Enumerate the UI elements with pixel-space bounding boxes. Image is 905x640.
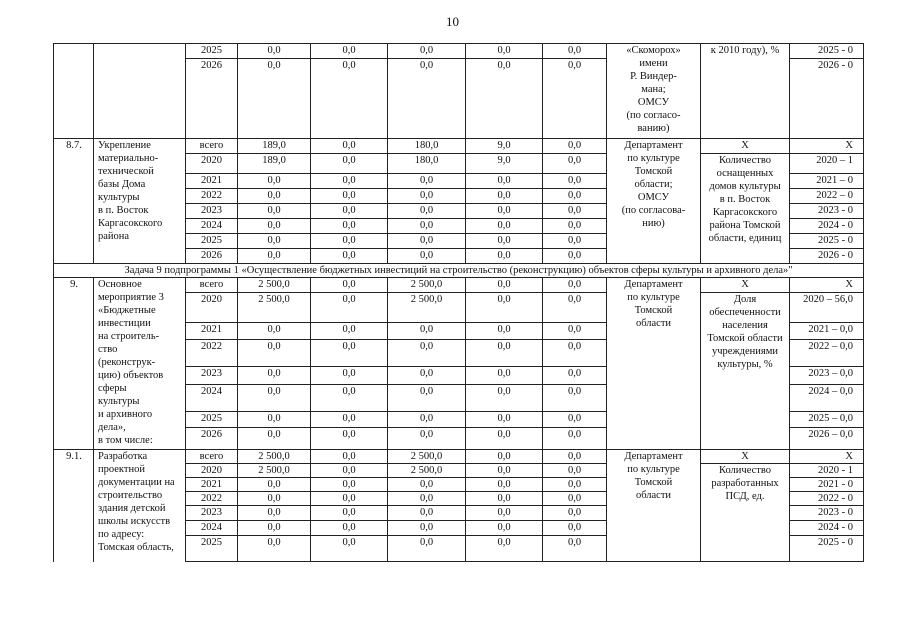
- block87-row-8-value-5: 0,0: [543, 249, 607, 264]
- block9-row-2-year: 2020: [186, 293, 238, 323]
- block91-row-3-value-1: 0,0: [238, 478, 311, 492]
- cont-row-2-value-1: 0,0: [238, 59, 311, 139]
- block9-row-3-indicator: 2021 – 0,0: [790, 323, 864, 340]
- block91-row-7-value-2: 0,0: [311, 536, 388, 562]
- block9-row-6-value-1: 0,0: [238, 385, 311, 412]
- block87-row-5-value-4: 0,0: [466, 204, 543, 219]
- block9-row-5-value-3: 0,0: [388, 367, 466, 385]
- block87-row-3-value-5: 0,0: [543, 174, 607, 189]
- block91-row-4-value-2: 0,0: [311, 492, 388, 506]
- block91-row-1-indicator: X: [790, 450, 864, 464]
- block9-row-6-value-3: 0,0: [388, 385, 466, 412]
- block91-row-1-value-4: 0,0: [466, 450, 543, 464]
- cont-row-1-value-3: 0,0: [388, 44, 466, 59]
- block91-row-2-value-3: 2 500,0: [388, 464, 466, 478]
- block91-row-4-value-3: 0,0: [388, 492, 466, 506]
- cont-row-2-year: 2026: [186, 59, 238, 139]
- block87-row-8-value-1: 0,0: [238, 249, 311, 264]
- block9-row-8-value-4: 0,0: [466, 428, 543, 450]
- block87-row-2-year: 2020: [186, 154, 238, 174]
- cont-row-2-value-2: 0,0: [311, 59, 388, 139]
- block87-row-6-year: 2024: [186, 219, 238, 234]
- cont-name: [94, 44, 186, 139]
- table-row: [54, 450, 864, 464]
- block9-row-7-value-5: 0,0: [543, 412, 607, 428]
- block9-name: Основное мероприятие 3 «Бюджетные инвестиции на строитель- ство (реконструк- цию) объектов сферы культуры и архивного дела», в том числе:: [94, 278, 186, 450]
- block87-row-1-value-3: 180,0: [388, 139, 466, 154]
- block91-row-5-value-2: 0,0: [311, 506, 388, 521]
- block9-row-5-year: 2023: [186, 367, 238, 385]
- block9-executor: Департамент по культуре Томской области: [607, 278, 701, 450]
- block91-row-1-value-1: 2 500,0: [238, 450, 311, 464]
- block87-row-8-value-2: 0,0: [311, 249, 388, 264]
- block91-row-5-year: 2023: [186, 506, 238, 521]
- cont-indicator-name: к 2010 году), %: [701, 44, 790, 139]
- block9-row-7-value-3: 0,0: [388, 412, 466, 428]
- block91-row-2-year: 2020: [186, 464, 238, 478]
- block9-row-6-value-5: 0,0: [543, 385, 607, 412]
- block91-row-7-year: 2025: [186, 536, 238, 562]
- block87-row-5-year: 2023: [186, 204, 238, 219]
- block91-row-5-value-3: 0,0: [388, 506, 466, 521]
- block87-row-6-value-3: 0,0: [388, 219, 466, 234]
- block91-row-2-value-2: 0,0: [311, 464, 388, 478]
- block91-row-3-value-2: 0,0: [311, 478, 388, 492]
- block87-row-3-value-3: 0,0: [388, 174, 466, 189]
- block91-row-1-year: всего: [186, 450, 238, 464]
- task-row: [54, 264, 864, 278]
- block87-row-3-value-2: 0,0: [311, 174, 388, 189]
- block87-row-7-value-1: 0,0: [238, 234, 311, 249]
- block91-row-6-value-1: 0,0: [238, 521, 311, 536]
- block91-name: Разработка проектной документации на строительство здания детской школы искусств по адресу: Томская область,: [94, 450, 186, 562]
- block9-row-2-value-4: 0,0: [466, 293, 543, 323]
- block87-row-1-indicator: X: [790, 139, 864, 154]
- block87-row-1-value-2: 0,0: [311, 139, 388, 154]
- block9-row-3-value-1: 0,0: [238, 323, 311, 340]
- block87-row-4-indicator: 2022 – 0: [790, 189, 864, 204]
- table-body: [54, 44, 864, 562]
- cont-row-1-year: 2025: [186, 44, 238, 59]
- block87-row-3-value-4: 0,0: [466, 174, 543, 189]
- table-row: [54, 278, 864, 293]
- page-number: 10: [446, 14, 459, 29]
- block91-row-6-year: 2024: [186, 521, 238, 536]
- block91-row-6-value-2: 0,0: [311, 521, 388, 536]
- block87-row-6-value-2: 0,0: [311, 219, 388, 234]
- block9-row-6-value-4: 0,0: [466, 385, 543, 412]
- block9-row-7-value-4: 0,0: [466, 412, 543, 428]
- block91-row-7-value-3: 0,0: [388, 536, 466, 562]
- block87-row-5-indicator: 2023 - 0: [790, 204, 864, 219]
- block87-row-8-value-3: 0,0: [388, 249, 466, 264]
- block91-row-3-value-5: 0,0: [543, 478, 607, 492]
- block9-indicator-name: Доля обеспеченности населения Томской области учреждениями культуры, %: [701, 293, 790, 450]
- block9-row-4-year: 2022: [186, 340, 238, 367]
- cont-row-1-indicator: 2025 - 0: [790, 44, 864, 59]
- block87-row-4-value-5: 0,0: [543, 189, 607, 204]
- block87-row-1-value-1: 189,0: [238, 139, 311, 154]
- block9-row-8-value-1: 0,0: [238, 428, 311, 450]
- block9-row-4-value-1: 0,0: [238, 340, 311, 367]
- block9-row-3-value-4: 0,0: [466, 323, 543, 340]
- block87-row-7-value-5: 0,0: [543, 234, 607, 249]
- block9-row-1-year: всего: [186, 278, 238, 293]
- block9-row-2-value-1: 2 500,0: [238, 293, 311, 323]
- block9-row-1-value-1: 2 500,0: [238, 278, 311, 293]
- block9-row-5-indicator: 2023 – 0,0: [790, 367, 864, 385]
- block91-row-1-value-3: 2 500,0: [388, 450, 466, 464]
- block9-row-3-value-5: 0,0: [543, 323, 607, 340]
- block9-row-5-value-2: 0,0: [311, 367, 388, 385]
- block87-row-1-value-4: 9,0: [466, 139, 543, 154]
- block87-row-7-indicator: 2025 - 0: [790, 234, 864, 249]
- table-row: [54, 139, 864, 154]
- program-table: [53, 43, 864, 562]
- block87-row-7-year: 2025: [186, 234, 238, 249]
- block87-row-3-year: 2021: [186, 174, 238, 189]
- block9-row-6-indicator: 2024 – 0,0: [790, 385, 864, 412]
- block9-row-7-year: 2025: [186, 412, 238, 428]
- block9-row-4-value-3: 0,0: [388, 340, 466, 367]
- block91-row-2-value-1: 2 500,0: [238, 464, 311, 478]
- block9-indicator-x: X: [701, 278, 790, 293]
- block9-row-1-value-4: 0,0: [466, 278, 543, 293]
- block9-row-3-value-2: 0,0: [311, 323, 388, 340]
- cont-row-2-indicator: 2026 - 0: [790, 59, 864, 139]
- block91-row-4-value-5: 0,0: [543, 492, 607, 506]
- cont-row-2-value-5: 0,0: [543, 59, 607, 139]
- block91-row-6-value-5: 0,0: [543, 521, 607, 536]
- block87-row-7-value-3: 0,0: [388, 234, 466, 249]
- block91-row-3-year: 2021: [186, 478, 238, 492]
- block87-row-2-value-4: 9,0: [466, 154, 543, 174]
- task-9-title: Задача 9 подпрограммы 1 «Осуществление бюджетных инвестиций на строительство (реконструкцию) объектов сферы культуры и архивного дела»": [54, 264, 864, 278]
- block9-row-1-value-5: 0,0: [543, 278, 607, 293]
- block91-row-5-value-1: 0,0: [238, 506, 311, 521]
- block87-row-5-value-2: 0,0: [311, 204, 388, 219]
- block9-row-4-value-2: 0,0: [311, 340, 388, 367]
- block87-row-1-year: всего: [186, 139, 238, 154]
- block9-row-6-value-2: 0,0: [311, 385, 388, 412]
- block9-row-8-year: 2026: [186, 428, 238, 450]
- block9-row-7-value-2: 0,0: [311, 412, 388, 428]
- block87-row-4-value-2: 0,0: [311, 189, 388, 204]
- block91-row-4-year: 2022: [186, 492, 238, 506]
- block9-row-6-year: 2024: [186, 385, 238, 412]
- cont-number: [54, 44, 94, 139]
- block91-row-6-value-4: 0,0: [466, 521, 543, 536]
- block87-name: Укрепление материально- технической базы Дома культуры в п. Восток Каргасокского района: [94, 139, 186, 264]
- block9-row-3-value-3: 0,0: [388, 323, 466, 340]
- block91-row-1-value-5: 0,0: [543, 450, 607, 464]
- block87-row-4-value-3: 0,0: [388, 189, 466, 204]
- cont-row-1-value-1: 0,0: [238, 44, 311, 59]
- block9-row-8-value-3: 0,0: [388, 428, 466, 450]
- block9-row-2-value-2: 0,0: [311, 293, 388, 323]
- block9-row-4-value-5: 0,0: [543, 340, 607, 367]
- block9-row-7-indicator: 2025 – 0,0: [790, 412, 864, 428]
- block9-row-4-value-4: 0,0: [466, 340, 543, 367]
- cont-row-2-value-3: 0,0: [388, 59, 466, 139]
- block9-row-5-value-4: 0,0: [466, 367, 543, 385]
- block91-row-5-value-4: 0,0: [466, 506, 543, 521]
- block91-row-6-value-3: 0,0: [388, 521, 466, 536]
- block9-number: 9.: [54, 278, 94, 450]
- block91-row-7-value-5: 0,0: [543, 536, 607, 562]
- block87-row-5-value-1: 0,0: [238, 204, 311, 219]
- block9-row-4-indicator: 2022 – 0,0: [790, 340, 864, 367]
- block87-indicator-name: Количество оснащенных домов культуры в п. Восток Каргасокского района Томской области, единиц: [701, 154, 790, 264]
- block9-row-8-value-2: 0,0: [311, 428, 388, 450]
- block87-executor: Департамент по культуре Томской области; ОМСУ (по согласова- нию): [607, 139, 701, 264]
- block87-row-2-value-3: 180,0: [388, 154, 466, 174]
- block87-row-6-value-1: 0,0: [238, 219, 311, 234]
- cont-executor: «Скоморох» имени Р. Виндер- мана; ОМСУ (по согласо- ванию): [607, 44, 701, 139]
- block87-row-2-indicator: 2020 – 1: [790, 154, 864, 174]
- block9-row-1-indicator: X: [790, 278, 864, 293]
- block9-row-2-value-5: 0,0: [543, 293, 607, 323]
- block87-row-2-value-1: 189,0: [238, 154, 311, 174]
- block87-indicator-x: X: [701, 139, 790, 154]
- block91-row-3-value-4: 0,0: [466, 478, 543, 492]
- block9-row-2-value-3: 2 500,0: [388, 293, 466, 323]
- block91-row-3-value-3: 0,0: [388, 478, 466, 492]
- block9-row-7-value-1: 0,0: [238, 412, 311, 428]
- block87-row-1-value-5: 0,0: [543, 139, 607, 154]
- block91-row-6-indicator: 2024 - 0: [790, 521, 864, 536]
- block91-row-3-indicator: 2021 - 0: [790, 478, 864, 492]
- block9-row-3-year: 2021: [186, 323, 238, 340]
- cont-row-2-value-4: 0,0: [466, 59, 543, 139]
- block87-row-2-value-5: 0,0: [543, 154, 607, 174]
- block87-row-2-value-2: 0,0: [311, 154, 388, 174]
- block91-row-5-indicator: 2023 - 0: [790, 506, 864, 521]
- block87-row-6-indicator: 2024 - 0: [790, 219, 864, 234]
- block87-row-8-year: 2026: [186, 249, 238, 264]
- block87-row-4-value-4: 0,0: [466, 189, 543, 204]
- block9-row-5-value-1: 0,0: [238, 367, 311, 385]
- block87-row-5-value-5: 0,0: [543, 204, 607, 219]
- block9-row-5-value-5: 0,0: [543, 367, 607, 385]
- block87-row-6-value-4: 0,0: [466, 219, 543, 234]
- block87-row-4-value-1: 0,0: [238, 189, 311, 204]
- block91-indicator-name: Количество разработанных ПСД, ед.: [701, 464, 790, 562]
- block91-row-7-value-4: 0,0: [466, 536, 543, 562]
- block9-row-2-indicator: 2020 – 56,0: [790, 293, 864, 323]
- block91-indicator-x: X: [701, 450, 790, 464]
- block91-row-2-value-5: 0,0: [543, 464, 607, 478]
- block91-executor: Департамент по культуре Томской области: [607, 450, 701, 562]
- block9-row-1-value-2: 0,0: [311, 278, 388, 293]
- cont-row-1-value-5: 0,0: [543, 44, 607, 59]
- block9-row-1-value-3: 2 500,0: [388, 278, 466, 293]
- block91-row-7-value-1: 0,0: [238, 536, 311, 562]
- block91-row-5-value-5: 0,0: [543, 506, 607, 521]
- block87-row-3-indicator: 2021 – 0: [790, 174, 864, 189]
- block91-number: 9.1.: [54, 450, 94, 562]
- block91-row-2-indicator: 2020 - 1: [790, 464, 864, 478]
- block87-row-7-value-4: 0,0: [466, 234, 543, 249]
- block87-number: 8.7.: [54, 139, 94, 264]
- block87-row-6-value-5: 0,0: [543, 219, 607, 234]
- block91-row-4-value-1: 0,0: [238, 492, 311, 506]
- block91-row-7-indicator: 2025 - 0: [790, 536, 864, 562]
- block91-row-4-value-4: 0,0: [466, 492, 543, 506]
- block87-row-5-value-3: 0,0: [388, 204, 466, 219]
- block9-row-8-value-5: 0,0: [543, 428, 607, 450]
- block87-row-7-value-2: 0,0: [311, 234, 388, 249]
- block87-row-8-indicator: 2026 - 0: [790, 249, 864, 264]
- block91-row-1-value-2: 0,0: [311, 450, 388, 464]
- table-row: [54, 44, 864, 59]
- block9-row-8-indicator: 2026 – 0,0: [790, 428, 864, 450]
- block87-row-3-value-1: 0,0: [238, 174, 311, 189]
- block91-row-4-indicator: 2022 - 0: [790, 492, 864, 506]
- cont-row-1-value-2: 0,0: [311, 44, 388, 59]
- block87-row-8-value-4: 0,0: [466, 249, 543, 264]
- block87-row-4-year: 2022: [186, 189, 238, 204]
- cont-row-1-value-4: 0,0: [466, 44, 543, 59]
- block91-row-2-value-4: 0,0: [466, 464, 543, 478]
